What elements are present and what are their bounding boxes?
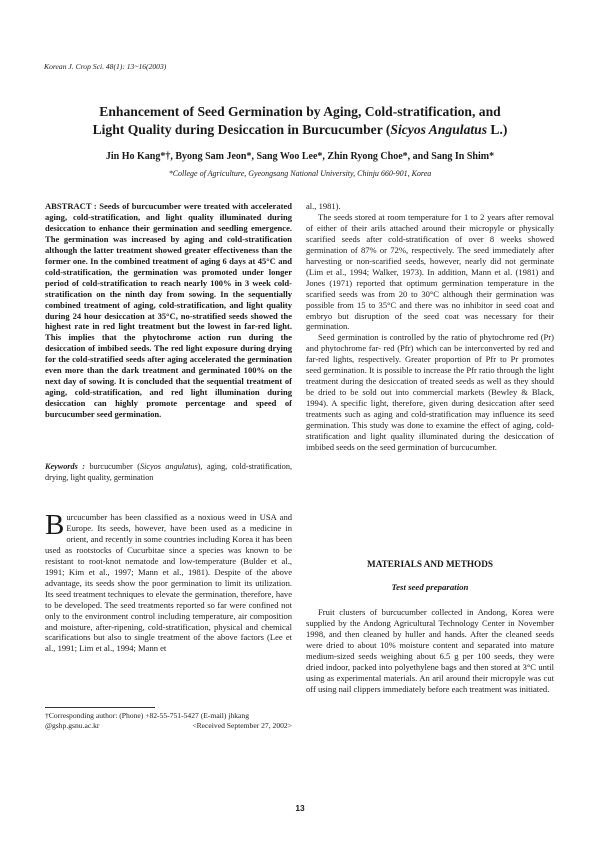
right-column-intro [306, 201, 554, 453]
received-date: <Received September 27, 2002> [192, 721, 292, 730]
footnote-email: @gshp.gsnu.ac.kr [45, 721, 100, 730]
title-line-2: Light Quality during Desiccation in Burcucumber (Sicyos Angulatus L.) [92, 122, 508, 137]
paragraph-phytochrome: Seed germination is controlled by the ratio of phytochrome red (Pr) and phytochrome far- red (Pfr) which can be interconverted by red and far-red lights, respectively. Greater proportion of Pfr to Pr promotes seed germination. It is possible to increase the Pfr ratio through the light treatment during the desiccation of treated seeds as well as they should be dried to be sold out into commercial markets (Bewley & Black, 1994). A specific light, therefore, given during desiccation after seed treatments such as aging and cold-stratification may influence its seed germination. This study was done to examine the effect of aging, cold-stratification and light quality illuminated during the desiccation of imbibed seeds on the seed germination of burcucumber. [306, 332, 554, 452]
footnote-contact: †Corresponding author: (Phone) +82-55-751-5427 (E-mail) jhkang [45, 711, 250, 720]
page-number: 13 [295, 803, 305, 813]
author-list: Jin Ho Kang*†, Byong Sam Jeon*, Sang Woo Lee*, Zhin Ryong Choe*, and Sang In Shim* [105, 151, 495, 162]
footnote-divider [45, 707, 155, 708]
keywords-label: Keywords : [45, 462, 85, 471]
introduction-paragraph [45, 509, 292, 654]
keywords: Keywords : burcucumber (Sicyos angulatus), aging, cold-stratification, drying, light quality, germination [45, 462, 292, 482]
paper-title [40, 103, 560, 139]
section-heading: MATERIALS AND METHODS [367, 559, 493, 569]
subsection-heading: Test seed preparation [391, 582, 469, 592]
introduction-text: urcucumber has been classified as a noxious weed in USA and Europe. Its seeds, however, have been used as a medicine in orient, and recently in some countries including Korea it has been used as rootstocks of Cucurbitae since a species was known to be resistant to root-knot nematode and low-temperature (Bulder et al., 1991; Kim et al., 1997; Mann et al., 1981). Despite of the above advantage, its seeds show the poor germination to limit its utilization. Its seed treatment techniques to elevate the germination, therefore, have to be developed. The seed treatments reported so far were confined not only to the environment control including temperature, air composition and moisture, after-ripening, cold-stratification, physical and chemical scarifications but also to single treatment of the above factors (Lee et al., 1991; Lim et al., 1994; Mann et [45, 512, 292, 654]
journal-citation: Korean J. Crop Sci. 48(1): 13~16(2003) [44, 62, 167, 71]
methods-paragraph: Fruit clusters of burcucumber collected in Andong, Korea were supplied by the Andong Agricultural Technology Center in November 1998, and then cleaned by huller and hands. After the cleaned seeds were dried to about 10% moisture content and separated into mature medium-sized seeds weighing about 6.5 g per 100 seeds, they were dried indoor, packed into polyethylene bags and then stored at 3°C until using as experimental materials. An aril around their micropyle was cut off using nail clippers immediately before each treatment was initiated. [306, 607, 554, 694]
drop-cap: B [45, 509, 65, 541]
footnote [45, 711, 292, 731]
footnote-line-2 [45, 721, 292, 731]
paragraph-seed-storage: The seeds stored at room temperature for 1 to 2 years after removal of either of their arils attached around their micropyle or physically scarified seeds after cold-stratification of over 8 weeks showed germination of 87% or 72%, respectively. The seed immediately after harvesting or non-scarified seeds, however, nearly did not germinate (Lim et al., 1994; Walker, 1973). In addition, Mann et al. (1981) and Jones (1971) reported that optimum germination temperature in the scarified seeds was from 20 to 30°C although their germination was possible from 15 to 35°C and there was no inhibitor in seed coat and embryo but disruption of the seed coat was necessary for their germination. [306, 211, 554, 332]
species-name: Sicyos Angulatus [390, 122, 487, 137]
title-line-1: Enhancement of Seed Germination by Aging, Cold-stratification, and [99, 104, 501, 119]
intro-continuation: al., 1981). [306, 201, 341, 211]
abstract: ABSTRACT : Seeds of burcucumber were treated with accelerated aging, cold-stratification, and light quality illuminated during desiccation to enhance their germination and seedling emergence. The germination was increased by aging and cold-stratification although the latter treatment showed greater effectiveness than the former one. In the combined treatment of aging 6 days at 45°C and cold-stratification, the germination was promoted under longer period of cold-stratification to reach nearly 100% in 3 week cold-stratification on the ninth day from sowing. In the sequentially combined treatment of aging, cold-stratification, and light quality during 24 hour desiccation at 35°C, no-stratified seeds showed the highest rate in red light treatment but the lowest in far-red light. This implies that the phytochrome action run during the desiccation of imbibed seeds. The red light exposure during drying for the cold-stratified seeds after aging accelerated the germination even more than the dark treatment and germinated 100% on the next day of sowing. It is concluded that the sequential treatment of aging, cold-stratification, and red light illumination during desiccation can highly promote percentage and speed of burcucumber seed germination. [45, 201, 292, 420]
affiliation: *College of Agriculture, Gyeongsang National University, Chinju 660-901, Korea [168, 169, 432, 178]
